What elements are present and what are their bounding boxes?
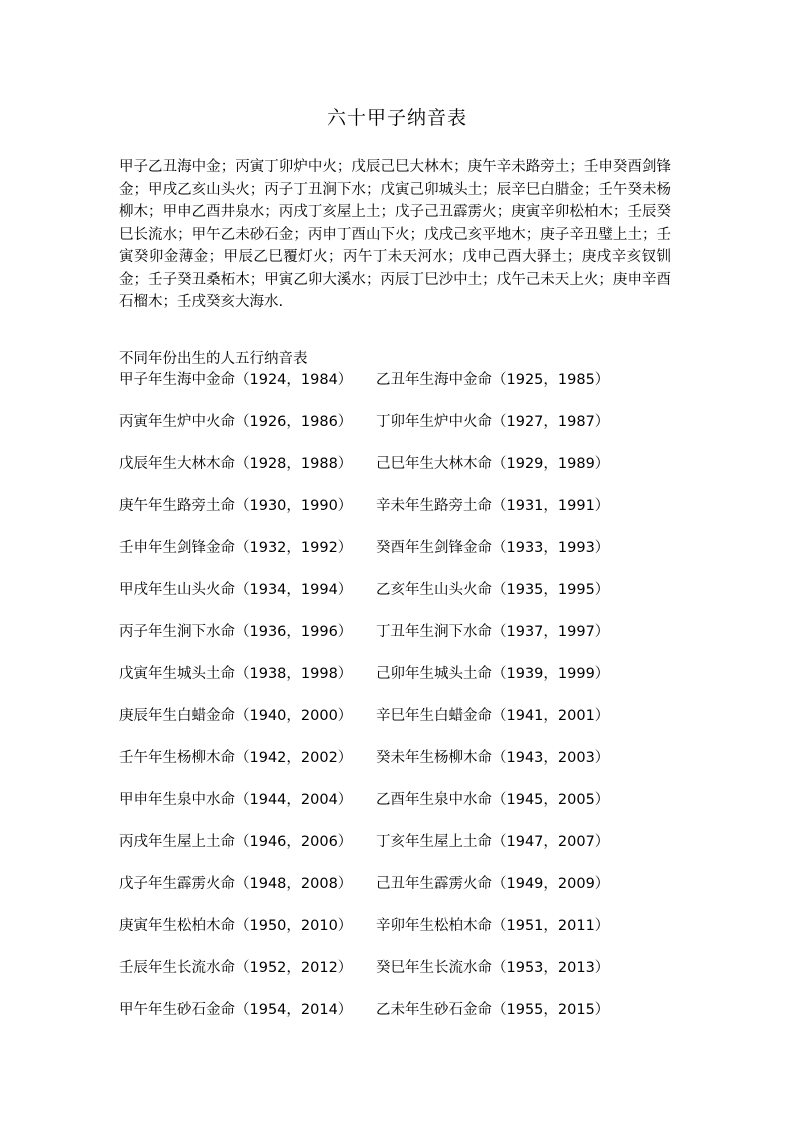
list-item-left: 庚辰年生白蜡金命（1940，2000） bbox=[119, 708, 353, 724]
year-list bbox=[119, 369, 679, 1041]
list-item-left: 丙寅年生炉中火命（1926，1986） bbox=[119, 414, 353, 430]
list-item-right: 己丑年生霹雳火命（1949，2009） bbox=[376, 876, 610, 892]
list-item bbox=[119, 915, 679, 957]
list-item-right: 己巳年生大林木命（1929，1989） bbox=[376, 456, 610, 472]
list-item-left: 壬午年生杨柳木命（1942，2002） bbox=[119, 750, 353, 766]
list-item-right: 丁丑年生涧下水命（1937，1997） bbox=[376, 624, 610, 640]
list-item-left: 壬申年生剑锋金命（1932，1992） bbox=[119, 540, 353, 556]
list-item-left: 庚寅年生松柏木命（1950，2010） bbox=[119, 918, 353, 934]
list-item bbox=[119, 747, 679, 789]
list-item bbox=[119, 621, 679, 663]
list-item bbox=[119, 999, 679, 1041]
list-item bbox=[119, 369, 679, 411]
list-item bbox=[119, 831, 679, 873]
list-item-left: 甲午年生砂石金命（1954，2014） bbox=[119, 1002, 353, 1018]
list-item-left: 戊子年生霹雳火命（1948，2008） bbox=[119, 876, 353, 892]
list-item bbox=[119, 873, 679, 915]
list-item bbox=[119, 957, 679, 999]
list-item-right: 辛巳年生白蜡金命（1941，2001） bbox=[376, 708, 610, 724]
section-subtitle: 不同年份出生的人五行纳音表 bbox=[119, 351, 308, 367]
list-item bbox=[119, 411, 679, 453]
nayin-paragraph: 甲子乙丑海中金；丙寅丁卯炉中火；戊辰己巳大林木；庚午辛未路旁土；壬申癸酉剑锋金；甲戌乙亥山头火；丙子丁丑涧下水；戊寅己卯城头土；辰辛巳白腊金；壬午癸未杨柳木；甲申乙酉井泉水；丙戌丁亥屋上土；戊子己丑霹雳火；庚寅辛卯松柏木；壬辰癸巳长流水；甲午乙未砂石金；丙申丁酉山下火；戊戌己亥平地木；庚子辛丑璧上土；壬寅癸卯金薄金；甲辰乙巳覆灯火；丙午丁未天河水；戊申己酉大驿土；庚戌辛亥钗钏金；壬子癸丑桑柘木；甲寅乙卯大溪水；丙辰丁巳沙中土；戊午己未天上火；庚申辛酉石榴木；壬戌癸亥大海水. bbox=[119, 159, 671, 310]
list-item-right: 乙亥年生山头火命（1935，1995） bbox=[376, 582, 610, 598]
list-item-left: 甲子年生海中金命（1924，1984） bbox=[119, 372, 353, 388]
list-item-left: 甲申年生泉中水命（1944，2004） bbox=[119, 792, 353, 808]
list-item-left: 丙子年生涧下水命（1936，1996） bbox=[119, 624, 353, 640]
list-item-right: 癸未年生杨柳木命（1943，2003） bbox=[376, 750, 610, 766]
list-item bbox=[119, 705, 679, 747]
list-item bbox=[119, 495, 679, 537]
list-item-left: 庚午年生路旁土命（1930，1990） bbox=[119, 498, 353, 514]
list-item-right: 乙未年生砂石金命（1955，2015） bbox=[376, 1002, 610, 1018]
list-item-left: 丙戌年生屋上土命（1946，2006） bbox=[119, 834, 353, 850]
list-item bbox=[119, 789, 679, 831]
list-item-left: 戊辰年生大林木命（1928，1988） bbox=[119, 456, 353, 472]
list-item-right: 辛卯年生松柏木命（1951，2011） bbox=[376, 918, 610, 934]
list-item bbox=[119, 579, 679, 621]
list-item-left: 甲戌年生山头火命（1934，1994） bbox=[119, 582, 353, 598]
list-item-right: 乙酉年生泉中水命（1945，2005） bbox=[376, 792, 610, 808]
list-item-right: 辛未年生路旁土命（1931，1991） bbox=[376, 498, 610, 514]
list-item-right: 丁卯年生炉中火命（1927，1987） bbox=[376, 414, 610, 430]
list-item-right: 乙丑年生海中金命（1925，1985） bbox=[376, 372, 610, 388]
list-item-left: 戊寅年生城头土命（1938，1998） bbox=[119, 666, 353, 682]
list-item-right: 丁亥年生屋上土命（1947，2007） bbox=[376, 834, 610, 850]
list-item-right: 己卯年生城头土命（1939，1999） bbox=[376, 666, 610, 682]
page-title: 六十甲子纳音表 bbox=[326, 107, 467, 129]
list-item-right: 癸巳年生长流水命（1953，2013） bbox=[376, 960, 610, 976]
list-item-left: 壬辰年生长流水命（1952，2012） bbox=[119, 960, 353, 976]
list-item-right: 癸酉年生剑锋金命（1933，1993） bbox=[376, 540, 610, 556]
list-item bbox=[119, 453, 679, 495]
list-item bbox=[119, 663, 679, 705]
list-item bbox=[119, 537, 679, 579]
